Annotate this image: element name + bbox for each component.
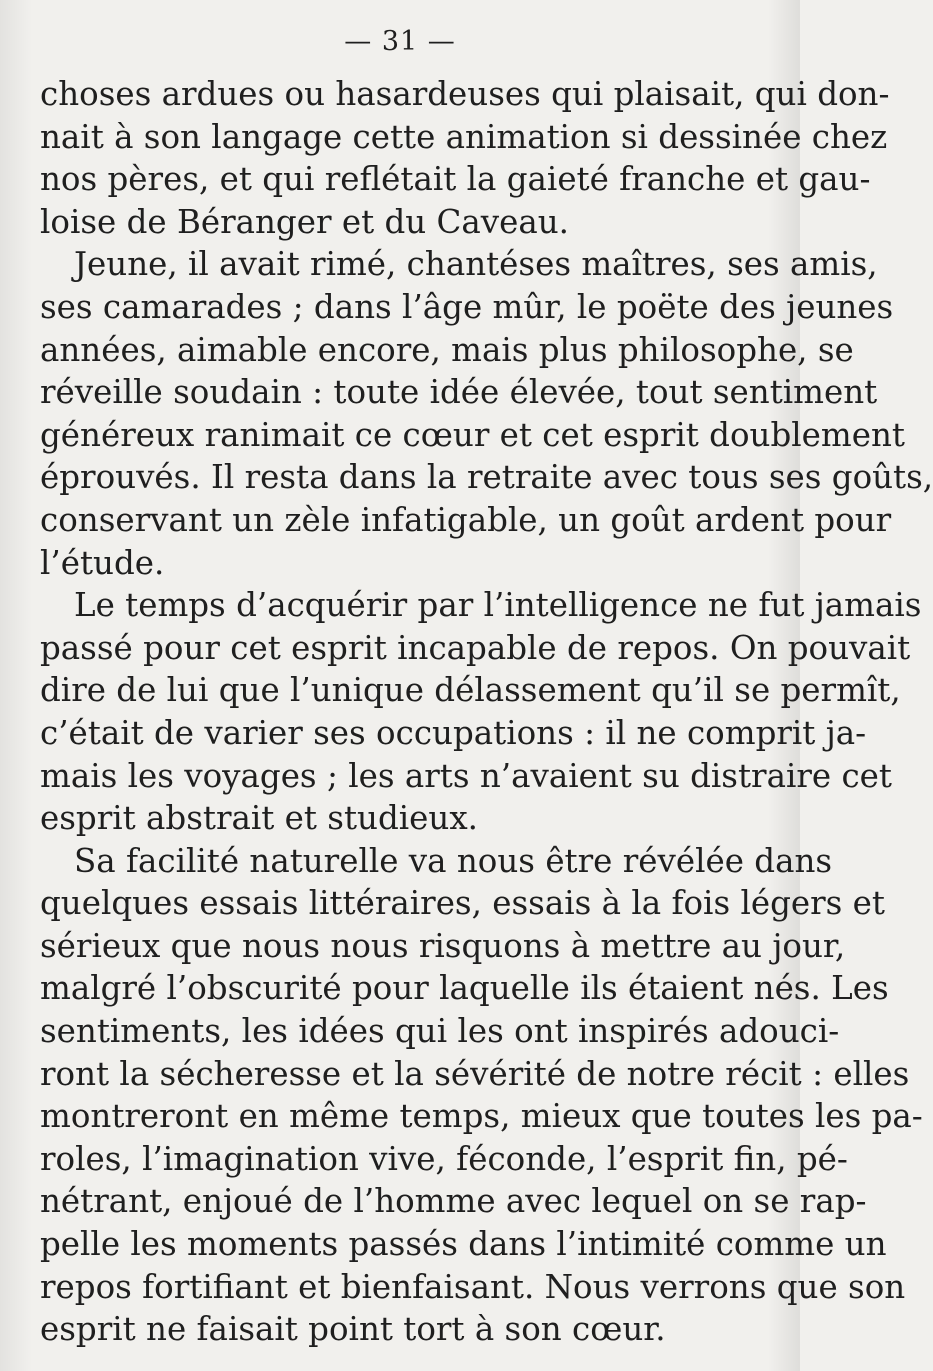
text-line: mais les voyages ; les arts n’avaient su distraire cet	[40, 756, 892, 795]
text-line: esprit abstrait et studieux.	[40, 799, 478, 838]
text-line: pelle les moments passés dans l’intimité comme un	[40, 1225, 887, 1264]
text-line: c’était de varier ses occupations : il ne comprit ja-	[40, 713, 867, 752]
text-line: loise de Béranger et du Caveau.	[40, 202, 569, 241]
paragraph-start-line: Le temps d’acquérir par l’intelligence ne fut jamais	[74, 586, 922, 625]
paragraph-start-line: Sa facilité naturelle va nous être révélée dans	[74, 841, 833, 880]
text-line: nos pères, et qui reflétait la gaieté franche et gau-	[40, 160, 871, 199]
text-line: nait à son langage cette animation si dessinée chez	[40, 117, 888, 156]
text-line: réveille soudain : toute idée élevée, tout sentiment	[40, 373, 878, 412]
text-line: sentiments, les idées qui les ont inspirés adouci-	[40, 1012, 840, 1051]
text-line: montreront en même temps, mieux que toutes les pa-	[40, 1097, 923, 1136]
page-number: — 31 —	[344, 26, 456, 57]
text-line: généreux ranimait ce cœur et cet esprit doublement	[40, 415, 905, 454]
body-text	[40, 73, 933, 1351]
text-line: quelques essais littéraires, essais à la fois légers et	[40, 884, 885, 923]
text-line: années, aimable encore, mais plus philosophe, se	[40, 330, 854, 369]
text-line: éprouvés. Il resta dans la retraite avec tous ses goûts,	[40, 458, 933, 497]
text-line: passé pour cet esprit incapable de repos. On pouvait	[40, 628, 911, 667]
text-line: repos fortifiant et bienfaisant. Nous verrons que son	[40, 1267, 906, 1306]
text-line: ses camarades ; dans l’âge mûr, le poëte des jeunes	[40, 287, 894, 326]
text-line: l’étude.	[40, 543, 165, 582]
text-line: dire de lui que l’unique délassement qu’il se permît,	[40, 671, 901, 710]
paragraph-start-line: Jeune, il avait rimé, chantéses maîtres, ses amis,	[74, 245, 878, 284]
text-line: choses ardues ou hasardeuses qui plaisait, qui don-	[40, 75, 890, 113]
text-line: ront la sécheresse et la sévérité de notre récit : elles	[40, 1054, 910, 1093]
text-line: conservant un zèle infatigable, un goût ardent pour	[40, 500, 892, 539]
text-line: malgré l’obscurité pour laquelle ils étaient nés. Les	[40, 969, 889, 1008]
text-line: sérieux que nous nous risquons à mettre au jour,	[40, 926, 846, 965]
text-line: esprit ne faisait point tort à son cœur.	[40, 1310, 666, 1349]
text-line: roles, l’imagination vive, féconde, l’esprit fin, pé-	[40, 1139, 848, 1178]
text-line: nétrant, enjoué de l’homme avec lequel on se rap-	[40, 1182, 867, 1221]
